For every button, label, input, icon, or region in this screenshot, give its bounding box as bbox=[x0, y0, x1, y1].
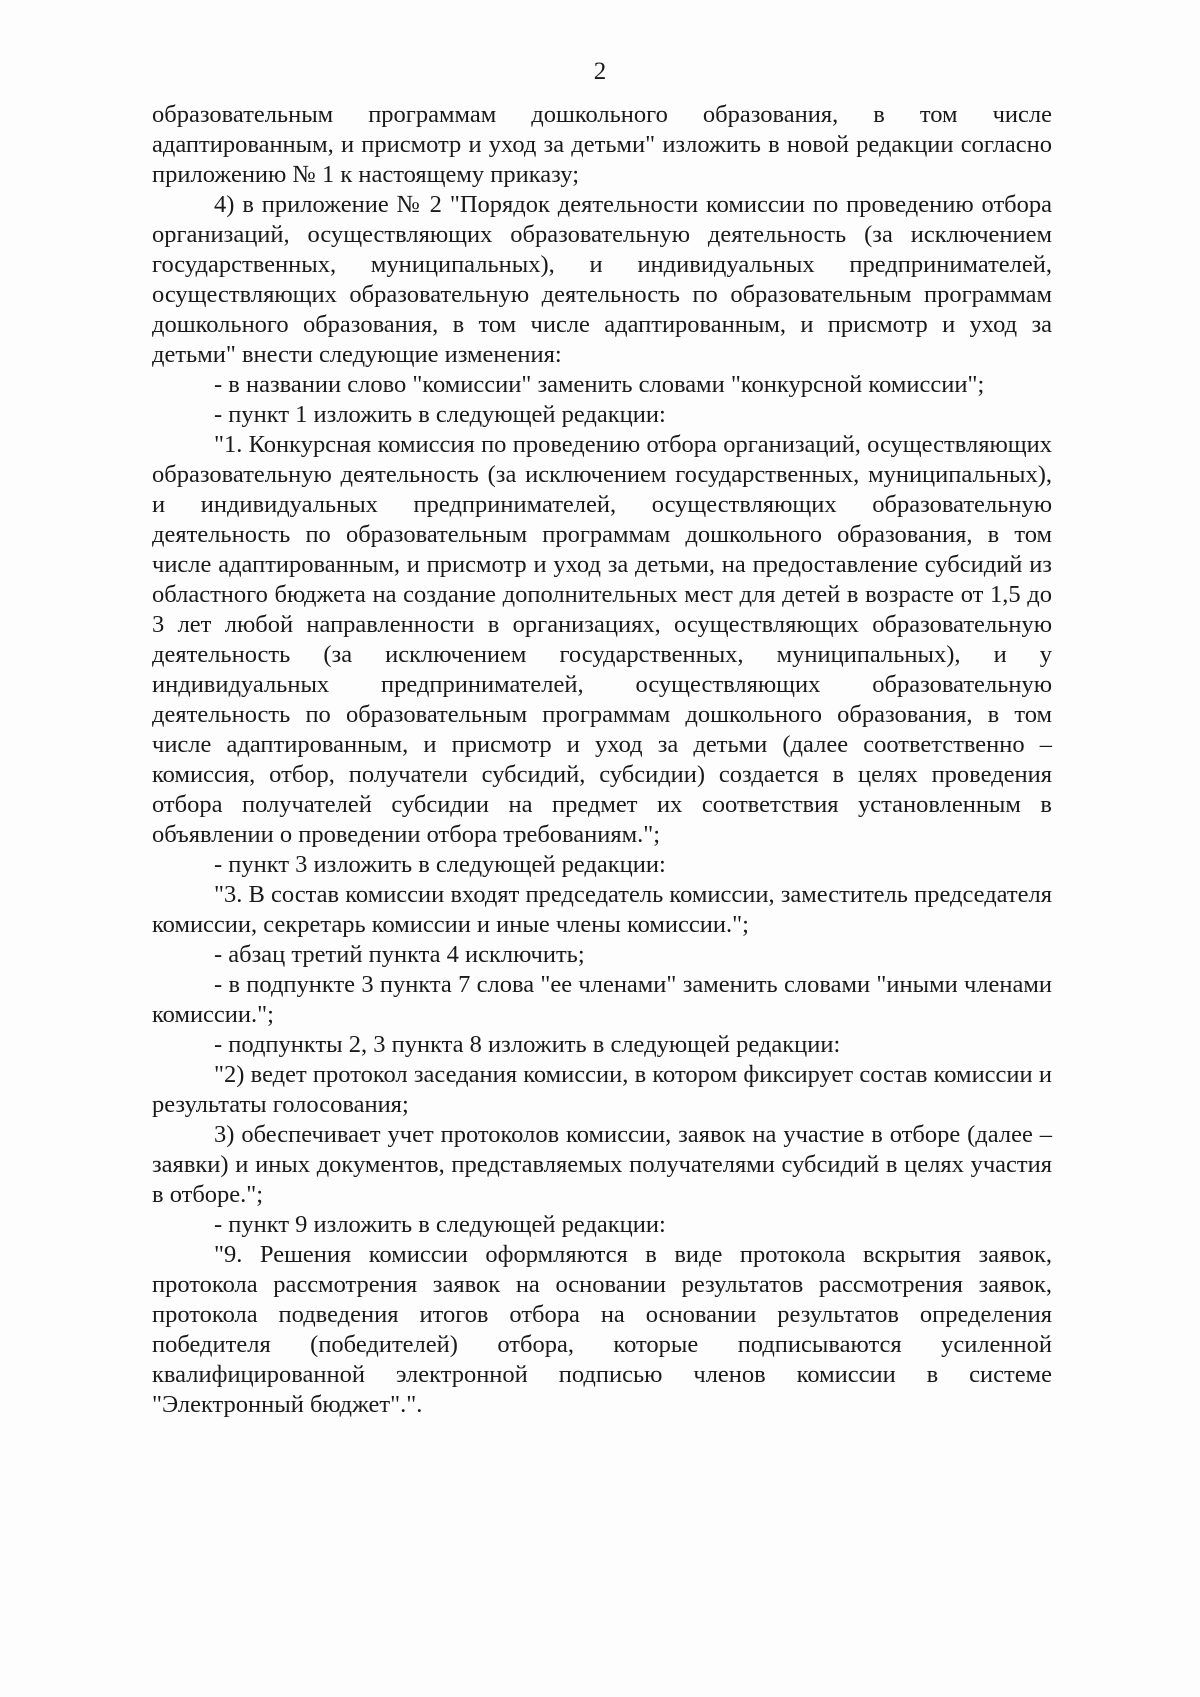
paragraph: "2) ведет протокол заседания комиссии, в котором фиксирует состав комиссии и результаты голосования; bbox=[152, 1061, 1052, 1118]
paragraph: - подпункты 2, 3 пункта 8 изложить в следующей редакции: bbox=[214, 1031, 841, 1058]
paragraph: - пункт 9 изложить в следующей редакции: bbox=[214, 1211, 666, 1238]
paragraph: "1. Конкурсная комиссия по проведению отбора организаций, осуществляющих образовательную деятельность (за исключением государственных, муниципальных), и индивидуальных предпринимателей, осуществляющих образовательную деятельность по образовательным программам дошкольного образования, в том числе адаптированным, и присмотр и уход за детьми, на предоставление субсидий из областного бюджета на создание дополнительных мест для детей в возрасте от 1,5 до 3 лет любой направленности в организациях, осуществляющих образовательную деятельность (за исключением государственных, муниципальных), и у индивидуальных предпринимателей, осуществляющих образовательную деятельность по образовательным программам дошкольного образования, в том числе адаптированным, и присмотр и уход за детьми (далее соответственно – комиссия, отбор, получатели субсидий, субсидии) создается в целях проведения отбора получателей субсидии на предмет их соответствия установленным в объявлении о проведении отбора требованиям."; bbox=[152, 431, 1052, 848]
paragraph: - абзац третий пункта 4 исключить; bbox=[214, 941, 585, 968]
document-body bbox=[152, 100, 1052, 1420]
paragraph: 3) обеспечивает учет протоколов комиссии, заявок на участие в отборе (далее – заявки) и иных документов, представляемых получателями субсидий в целях участия в отборе."; bbox=[152, 1121, 1052, 1208]
paragraph: образовательным программам дошкольного образования, в том числе адаптированным, и присмотр и уход за детьми" изложить в новой редакции согласно приложению № 1 к настоящему приказу; bbox=[152, 101, 1052, 188]
paragraph: - в подпункте 3 пункта 7 слова "ее членами" заменить словами "иными членами комиссии."; bbox=[152, 971, 1052, 1028]
paragraph: 4) в приложение № 2 "Порядок деятельности комиссии по проведению отбора организаций, осуществляющих образовательную деятельность (за исключением государственных, муниципальных), и индивидуальных предпринимателей, осуществляющих образовательную деятельность по образовательным программам дошкольного образования, в том числе адаптированным, и присмотр и уход за детьми" внести следующие изменения: bbox=[152, 191, 1052, 368]
paragraph: - пункт 1 изложить в следующей редакции: bbox=[214, 401, 666, 428]
paragraph: - пункт 3 изложить в следующей редакции: bbox=[214, 851, 666, 878]
page-number: 2 bbox=[593, 58, 607, 85]
paragraph: - в названии слово "комиссии" заменить словами "конкурсной комиссии"; bbox=[214, 371, 985, 398]
paragraph: "3. В состав комиссии входят председатель комиссии, заместитель председателя комиссии, секретарь комиссии и иные члены комиссии."; bbox=[152, 881, 1052, 938]
paragraph: "9. Решения комиссии оформляются в виде протокола вскрытия заявок, протокола рассмотрения заявок на основании результатов рассмотрения заявок, протокола подведения итогов отбора на основании результатов определения победителя (победителей) отбора, которые подписываются усиленной квалифицированной электронной подписью членов комиссии в системе "Электронный бюджет".". bbox=[152, 1241, 1052, 1418]
